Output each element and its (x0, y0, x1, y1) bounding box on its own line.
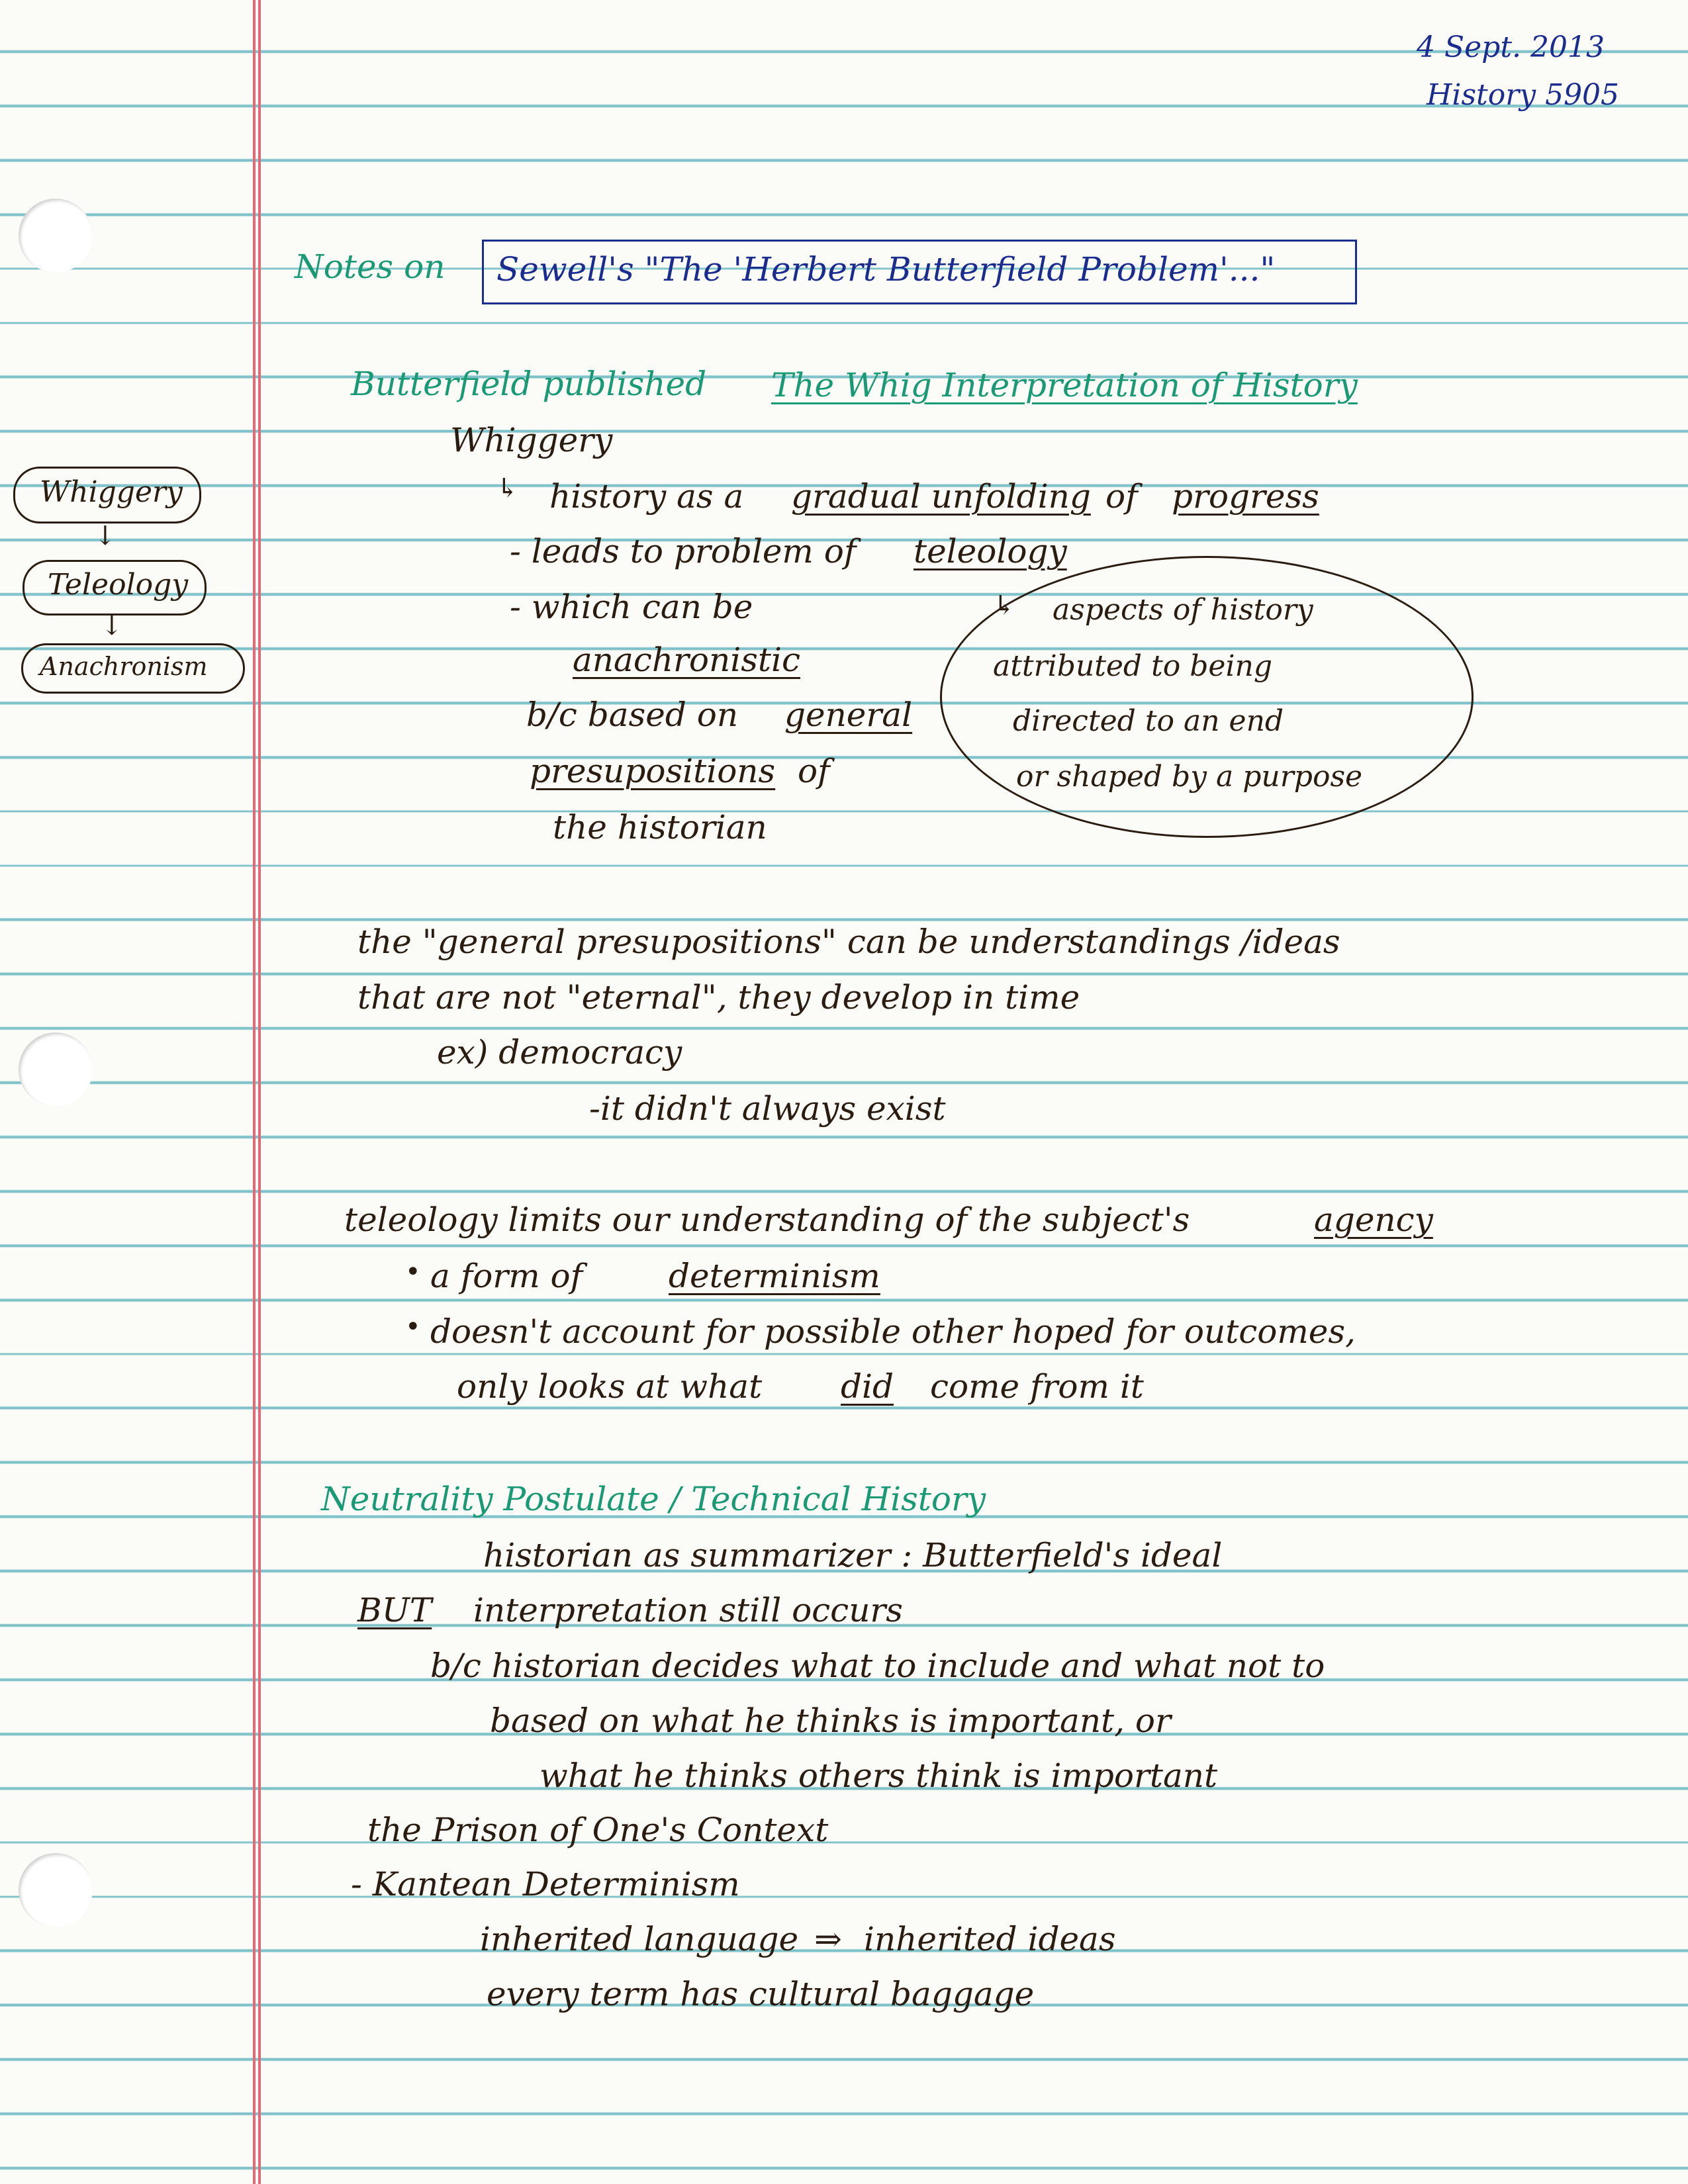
oval-line-4: or shaped by a purpose (1016, 760, 1363, 794)
line1-of: of (1105, 477, 1138, 516)
topic-whiggery: Whiggery (450, 421, 613, 459)
line5-prefix: b/c based on (526, 696, 739, 734)
s3-bullet1-prefix: a form of (430, 1257, 583, 1295)
s2-line1: the "general presupositions" can be understandings /ideas (357, 923, 1340, 961)
sidebar-item-whiggery: Whiggery (40, 475, 183, 509)
margin-line (253, 0, 256, 2184)
line3: - which can be (510, 588, 753, 626)
s3-line3-suffix: come from it (930, 1367, 1144, 1406)
s4-line5: what he thinks others think is important (539, 1756, 1218, 1795)
section1-heading-prefix: Butterfield published (351, 365, 707, 403)
sidebar-item-teleology: Teleology (48, 568, 189, 602)
down-arrow-icon: ↓ (94, 521, 117, 551)
punch-hole-top (19, 199, 93, 273)
s4-line1: historian as summarizer : Butterfield's ideal (483, 1536, 1223, 1574)
s3-line3-prefix: only looks at what (457, 1367, 763, 1406)
bullet-icon: • (405, 1257, 421, 1287)
s4-line2: interpretation still occurs (473, 1591, 903, 1629)
oval-line-2: attributed to being (993, 649, 1273, 683)
s2-line2: that are not "eternal", they develop in time (357, 978, 1080, 1017)
line2-prefix: - leads to problem of (510, 532, 857, 570)
s4-but: BUT (357, 1591, 432, 1629)
oval-line-3: directed to an end (1013, 704, 1284, 738)
s2-line3: ex) democracy (437, 1033, 682, 1071)
margin-line-inner (258, 0, 261, 2184)
header-course: History 5905 (1427, 78, 1620, 112)
oval-line-1: aspects of history (1053, 593, 1313, 627)
line5-general: general (784, 696, 913, 734)
line6-of: of (798, 752, 830, 790)
s3-agency: agency (1314, 1201, 1433, 1239)
line6-presupositions: presupositions (530, 752, 776, 790)
line4-anachronistic: anachronistic (573, 641, 800, 679)
s4-line8-suffix: inherited ideas (864, 1920, 1116, 1958)
line1-gradual-unfolding: gradual unfolding (791, 477, 1091, 516)
header-date: 4 Sept. 2013 (1417, 30, 1605, 64)
title-prefix: Notes on (295, 248, 445, 286)
s4-line7: - Kantean Determinism (351, 1865, 740, 1903)
s4-line8-prefix: inherited language (480, 1920, 799, 1958)
line2-teleology: teleology (914, 532, 1067, 570)
s3-bullet2: doesn't account for possible other hoped for outcomes, (430, 1312, 1356, 1351)
s4-line6: the Prison of One's Context (367, 1811, 829, 1849)
s3-line1-prefix: teleology limits our understanding of the subject's (344, 1201, 1190, 1239)
s4-line4: based on what he thinks is important, or (490, 1702, 1171, 1740)
punch-hole-middle (19, 1032, 93, 1107)
line1-progress: progress (1172, 477, 1319, 516)
section1-heading-book: The Whig Interpretation of History (771, 366, 1358, 404)
bullet-icon: • (405, 1312, 421, 1342)
s3-determinism: determinism (669, 1257, 880, 1295)
hook-arrow-icon: ↳ (496, 473, 519, 504)
s2-line4: -it didn't always exist (589, 1089, 946, 1128)
s4-line3: b/c historian decides what to include and what not to (430, 1647, 1325, 1685)
s4-line9: every term has cultural baggage (487, 1975, 1035, 2013)
implies-arrow-icon: ⇒ (814, 1920, 842, 1958)
punch-hole-bottom (19, 1853, 93, 1927)
title-boxed-text: Sewell's "The 'Herbert Butterfield Problem'..." (496, 250, 1276, 289)
sidebar-item-anachronism: Anachronism (40, 652, 208, 681)
down-arrow-icon: ↓ (101, 611, 123, 641)
line1-prefix: history as a (549, 477, 744, 516)
hook-arrow-icon: ↳ (993, 590, 1015, 621)
s4-heading: Neutrality Postulate / Technical History (321, 1480, 986, 1518)
s3-did: did (841, 1367, 894, 1406)
line7: the historian (553, 808, 767, 846)
